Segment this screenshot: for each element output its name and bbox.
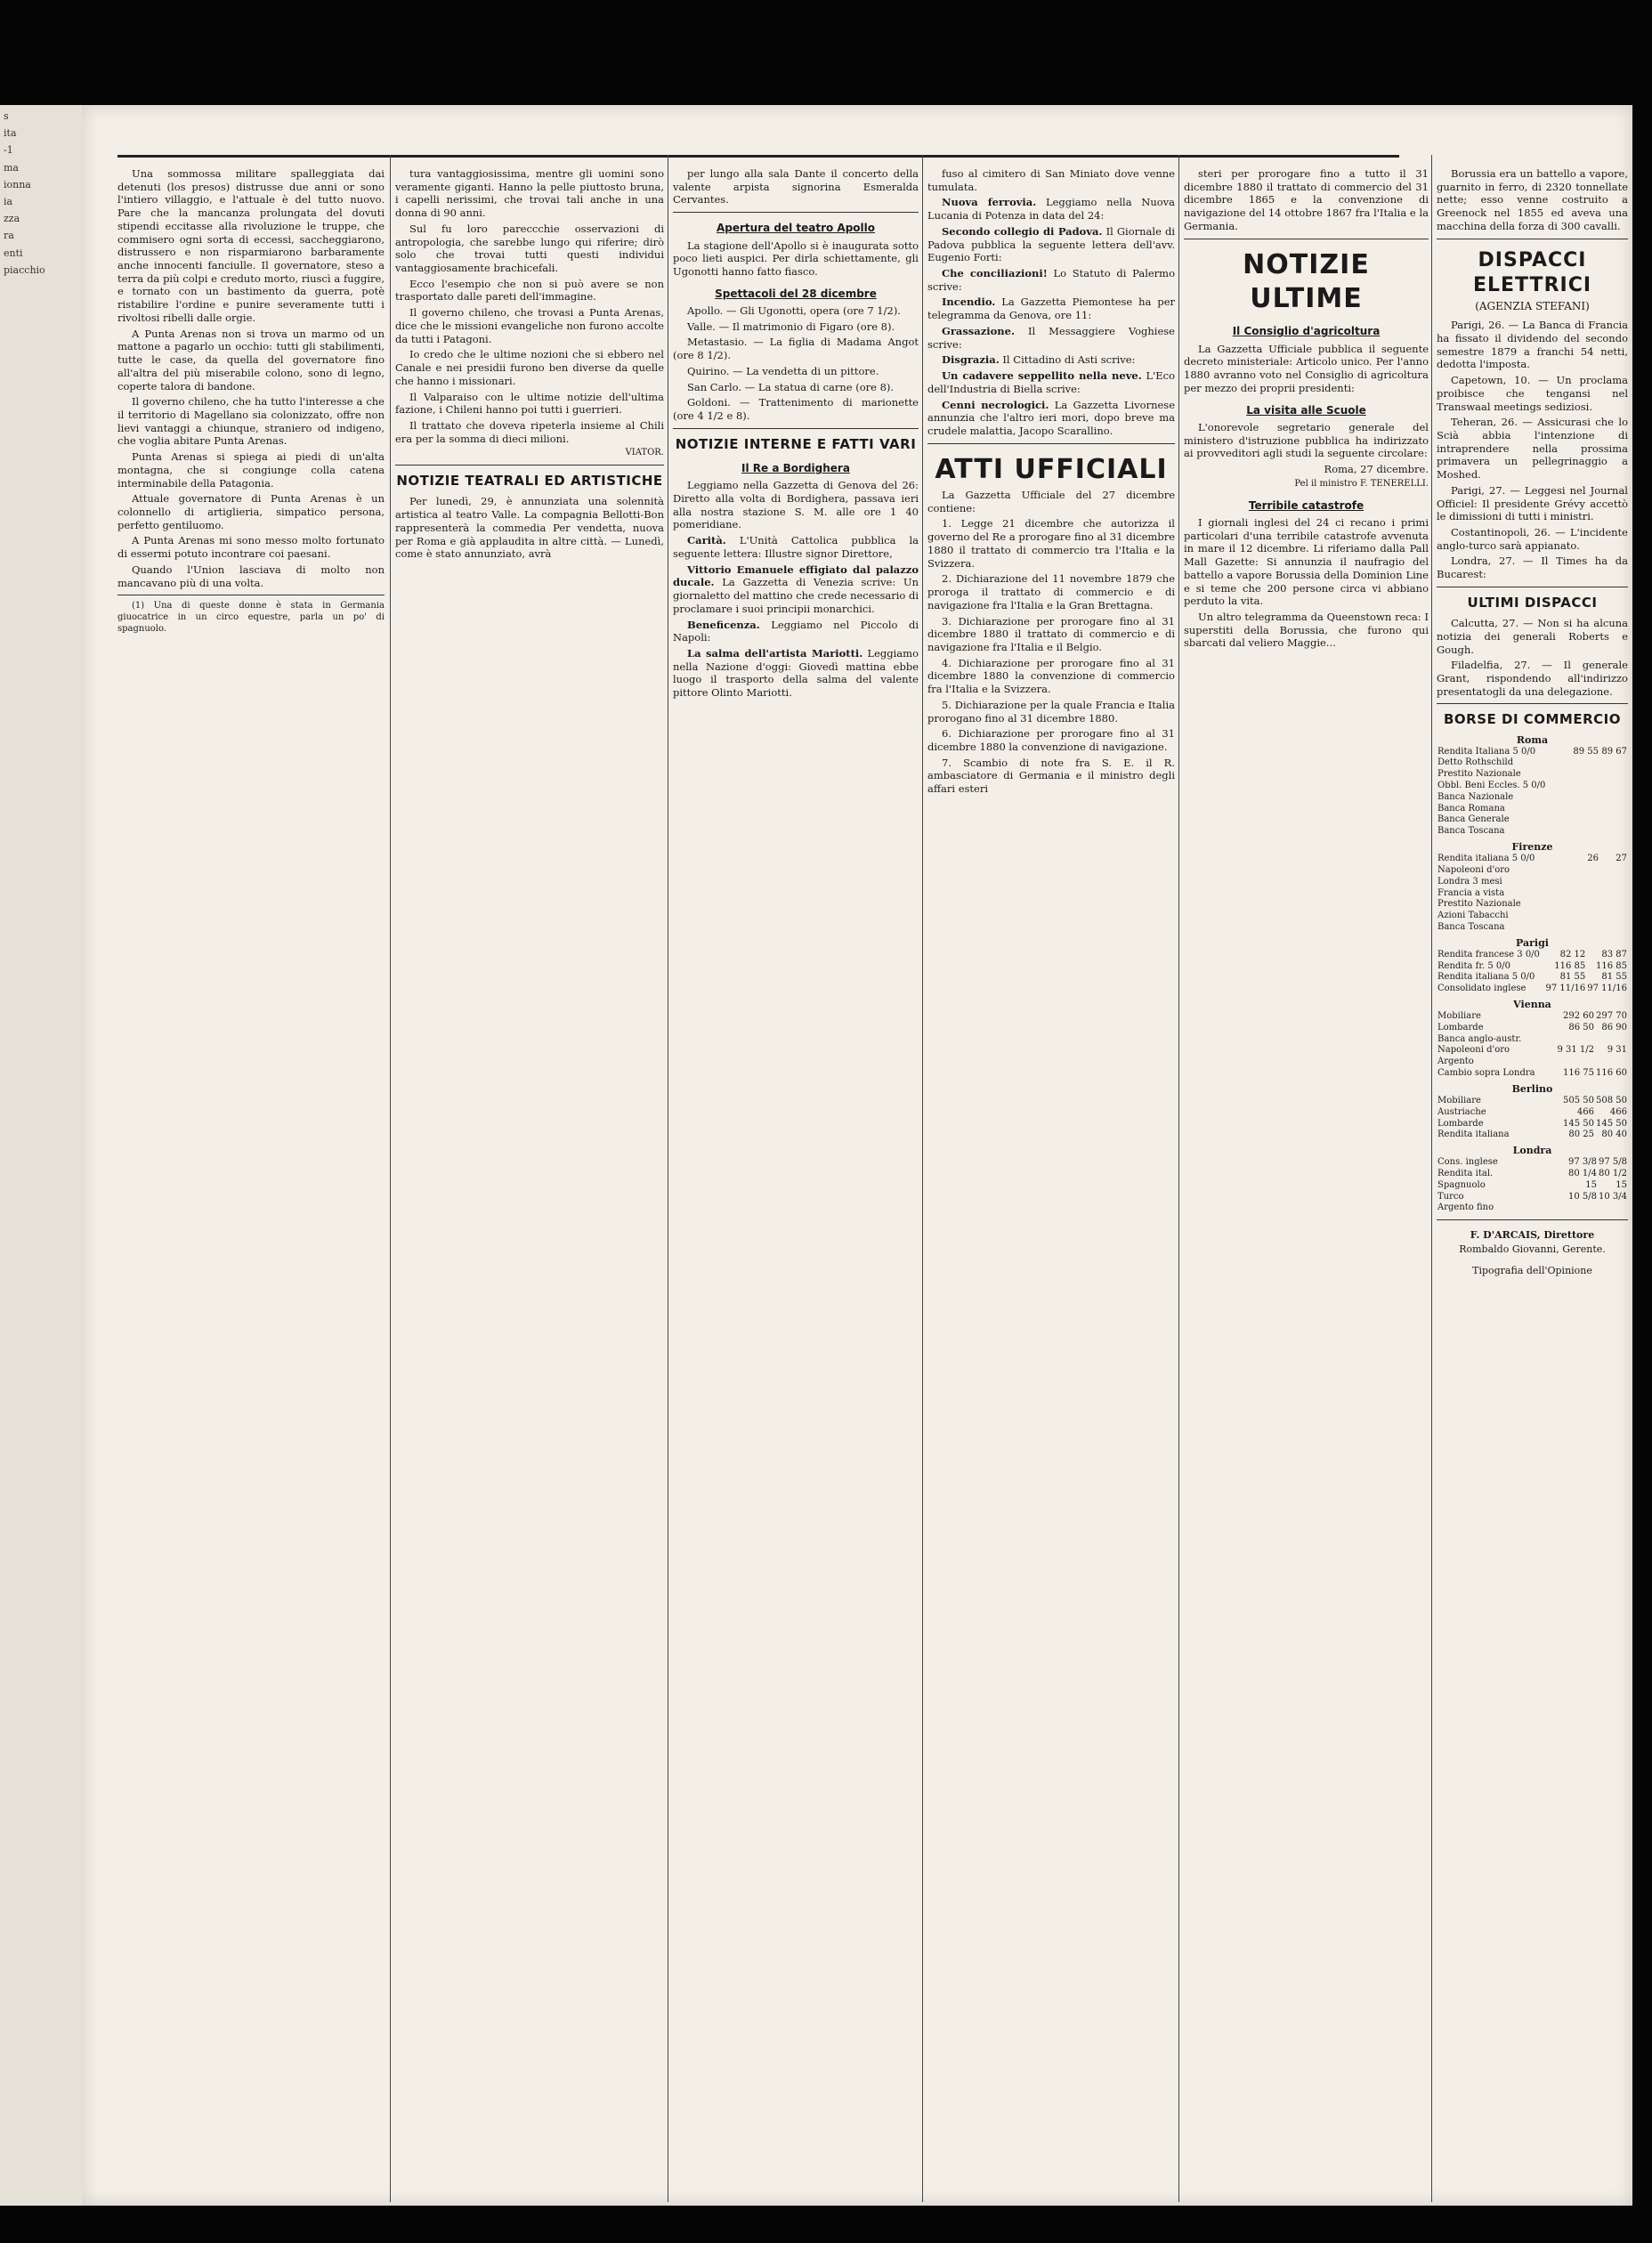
bourse-section-title: Vienna [1513, 998, 1551, 1010]
table-row [1437, 961, 1628, 973]
quote-value: 27 [1616, 854, 1627, 864]
table-row [1437, 747, 1628, 758]
quote-value: 505 50 [1563, 1095, 1594, 1105]
security-name: Obbl. Beni Eccles. 5 0/0 [1437, 781, 1546, 791]
quote-value [1599, 899, 1628, 911]
security-name: Napoleoni d'oro [1437, 864, 1510, 875]
table-row [1437, 1169, 1628, 1180]
security-name: Prestito Nazionale [1437, 899, 1521, 910]
quote-value: 10 5/8 [1568, 1191, 1597, 1202]
security-name: Argento fino [1437, 1202, 1494, 1213]
table-row [1437, 1023, 1628, 1034]
table-row [1437, 950, 1628, 961]
list-item: 7. Scambio di note fra S. E. il R. ambasciatore di Germania e il ministro degli affari esteri [927, 756, 1175, 796]
director-credit: F. D'ARCAIS, Direttore [1470, 1229, 1595, 1242]
article-heading: Carità. [687, 534, 726, 547]
security-name: Banca Toscana [1437, 921, 1505, 932]
security-name: Banca Generale [1437, 814, 1510, 825]
quote-value [1571, 911, 1599, 922]
table-row [1437, 769, 1628, 781]
atti-ufficiali-heading: ATTI UFFICIALI [935, 453, 1168, 485]
security-name: Consolidato inglese [1437, 984, 1526, 994]
quote-value: 81 55 [1601, 972, 1627, 983]
quote-value [1556, 1057, 1595, 1068]
divider [673, 212, 919, 213]
column-4 [927, 167, 1175, 2206]
article-heading: Un cadavere seppellito nella neve. [942, 369, 1142, 383]
quote-value [1595, 1057, 1628, 1068]
gerente-credit: Rombaldo Giovanni, Gerente. [1459, 1243, 1606, 1256]
paragraph: A Punta Arenas mi sono messo molto fortunato di essermi potuto incontrare coi paesani. [117, 534, 385, 561]
security-name: Rendita italiana [1437, 1130, 1510, 1140]
dispatch: Parigi, 27. — Leggesi nel Journal Officiel: Il presidente Grévy accettò le dimissioni di tutti i ministri. [1437, 483, 1628, 523]
security-name: Londra 3 mesi [1437, 876, 1502, 887]
quote-value: 10 3/4 [1599, 1191, 1627, 1202]
security-name: Banca Toscana [1437, 826, 1505, 837]
security-name: Banca Nazionale [1437, 791, 1514, 802]
paragraph: Leggiamo nella Nazione d'oggi: Giovedì mattina ebbe luogo il trasporto della salma del valente pittore Olinto Mariotti. [673, 646, 919, 700]
bourse-section-title: Parigi [1516, 936, 1549, 949]
security-name: Azioni Tabacchi [1437, 911, 1509, 921]
table-row [1437, 1068, 1628, 1080]
security-name: Rendita ital. [1437, 1168, 1494, 1178]
security-name: Rendita italiana 5 0/0 [1437, 972, 1535, 983]
paragraph: Io credo che le ultime nozioni che si ebbero nel Canale e nei presidii furono ben diverse da quelle che hanno i missionari. [395, 348, 664, 387]
security-name: Banca anglo-austr. [1437, 1033, 1522, 1044]
quote-value [1599, 877, 1628, 888]
security-name: Argento [1437, 1057, 1474, 1067]
article-heading: Terribile catastrofe [1248, 498, 1365, 512]
security-name: Mobiliare [1437, 1095, 1481, 1105]
quote-value: 86 50 [1568, 1022, 1594, 1032]
security-name: Austriache [1437, 1106, 1486, 1117]
table-row [1437, 781, 1628, 792]
security-name: Rendita francese 3 0/0 [1437, 949, 1540, 960]
list-item: 5. Dichiarazione per la quale Francia e Italia prorogano fino al 31 dicembre 1880. [927, 698, 1175, 725]
article-heading: Vittorio Emanuele effigiato dal palazzo ducale. [673, 563, 919, 589]
table-row [1437, 984, 1628, 995]
dispatch: Calcutta, 27. — Non si ha alcuna notizia dei generali Roberts e Gough. [1437, 617, 1628, 656]
column-3 [673, 167, 919, 2206]
table-row [1437, 1096, 1628, 1107]
article-heading: Secondo collegio di Padova. [942, 224, 1103, 238]
quote-value: 145 50 [1596, 1118, 1627, 1129]
quote-value [1571, 769, 1599, 781]
quote-value: 81 55 [1559, 972, 1586, 983]
paragraph: Il governo chileno, che ha tutto l'interesse a che il territorio di Magellano sia colonizzato, offre non lievi vantaggi a chiunque, straniero od indigeno, che voglia abitare Punta Arenas. [117, 395, 385, 448]
table-row [1437, 1180, 1628, 1192]
list-item: Apollo. — Gli Ugonotti, opera (ore 7 1/2). [687, 304, 901, 318]
article-heading: La visita alle Scuole [1246, 403, 1366, 417]
quote-value [1571, 865, 1599, 877]
table-row [1437, 1119, 1628, 1130]
security-name: Banca Romana [1437, 803, 1505, 814]
quote-value [1556, 1034, 1595, 1046]
column-divider [1431, 155, 1432, 2202]
table-row [1437, 922, 1628, 934]
quote-value [1567, 1202, 1598, 1214]
table-row [1437, 826, 1628, 838]
paragraph: La Gazzetta Ufficiale pubblica il seguente decreto ministeriale: Articolo unico. Per l'anno 1880 avranno voto nel Consiglio di agricoltura per mezzo dei proprii presidenti: [1184, 342, 1429, 394]
quote-value: 116 75 [1563, 1068, 1594, 1079]
table-row [1437, 792, 1628, 804]
quote-value [1599, 922, 1628, 934]
paragraph: Il Valparaiso con le ultime notizie dell'ultima fazione, i Chileni hanno poi tutti i guerrieri. [395, 390, 664, 417]
quote-value: 80 25 [1568, 1130, 1594, 1140]
notizie-ultime-heading: NOTIZIE ULTIME [1243, 248, 1370, 314]
dispatch: Costantinopoli, 26. — L'incidente anglo-turco sarà appianato. [1437, 526, 1628, 552]
paragraph: La Gazzetta di Venezia scrive: Un giornaletto del mattino che crede necessario di proclamare i suoi principii monarchici. [673, 576, 919, 615]
security-name: Napoleoni d'oro [1437, 1045, 1510, 1056]
quote-value: 116 85 [1596, 960, 1627, 971]
article-heading: Il Re a Bordighera [741, 461, 850, 474]
article-heading: Incendio. [942, 296, 996, 309]
quote-value [1571, 888, 1599, 900]
quote-value [1599, 814, 1628, 826]
quote-value: 82 12 [1559, 949, 1586, 960]
list-item: San Carlo. — La statua di carne (ore 8). [687, 380, 895, 393]
quote-value: 466 [1609, 1106, 1627, 1117]
quote-value [1571, 804, 1599, 815]
printer-credit: Tipografia dell'Opinione [1472, 1265, 1592, 1277]
paragraph: Leggiamo nel Piccolo di Napoli: [673, 618, 919, 644]
paragraph: Un altro telegramma da Queenstown reca: I superstiti della Borussia, che furono qui sbarcati dal veliero Maggie... [1184, 611, 1429, 650]
bourse-table [1437, 950, 1628, 995]
list-item: 2. Dichiarazione del 11 novembre 1879 che proroga il trattato di commercio e di navigazione fra l'Italia e la Gran Brettagna. [927, 572, 1175, 611]
table-row [1437, 1107, 1628, 1119]
list-item: 6. Dichiarazione per prorogare fino al 31 dicembre 1880 la convenzione di navigazione. [927, 727, 1175, 753]
bourse-table [1437, 1011, 1628, 1080]
divider [1437, 703, 1628, 704]
quote-value: 145 50 [1563, 1118, 1594, 1129]
quote-value [1571, 877, 1599, 888]
paragraph: La Gazzetta Ufficiale del 27 dicembre contiene: [927, 489, 1175, 514]
quote-value [1599, 781, 1628, 792]
table-row [1437, 911, 1628, 922]
divider [1437, 1219, 1628, 1220]
table-row [1437, 814, 1628, 826]
security-name: Mobiliare [1437, 1011, 1481, 1022]
bourse-table [1437, 1157, 1628, 1214]
bourse-section-title: Firenze [1511, 841, 1553, 854]
left-page-margin-scrap: s ita -1 ma ionna ia zza ra enti piacchio [0, 105, 82, 2206]
table-row [1437, 865, 1628, 877]
article-heading: Beneficenza. [687, 618, 760, 631]
dateline: Roma, 27 dicembre. [1324, 463, 1429, 476]
dispacci-heading: DISPACCI ELETTRICI [1472, 248, 1592, 296]
paragraph: Attuale governatore di Punta Arenas è un colonnello di artiglieria, simpatico persona, perfetto gentiluomo. [117, 492, 385, 531]
table-row [1437, 888, 1628, 900]
paragraph: Leggiamo nella Nuova Lucania di Potenza in data del 24: [927, 196, 1175, 223]
quote-value [1571, 922, 1599, 934]
quote-value: 15 [1585, 1179, 1597, 1190]
quote-value: 97 11/16 [1545, 984, 1586, 994]
quote-value [1599, 769, 1628, 781]
paragraph: L'onorevole segretario generale del ministero d'istruzione pubblica ha indirizzato ai provveditori agli studi la seguente circolare: [1184, 420, 1429, 460]
quote-value [1571, 781, 1599, 792]
quote-value [1599, 792, 1628, 804]
quote-value: 9 31 [1607, 1045, 1627, 1056]
table-row [1437, 1202, 1628, 1214]
column-1 [117, 167, 385, 2206]
bourse-section-title: Roma [1516, 733, 1549, 746]
quote-value [1571, 792, 1599, 804]
bourse-section-title: Berlino [1511, 1082, 1553, 1095]
table-row [1437, 1045, 1628, 1057]
quote-value: 80 1/2 [1599, 1168, 1627, 1178]
article-heading: Disgrazia. [942, 353, 1000, 367]
article-heading: Apertura del teatro Apollo [716, 222, 876, 235]
signature: VIATOR. [625, 448, 664, 458]
footnote: (1) Una di queste donne è stata in Germania giuocatrice in un circo equestre, parla un po' di spagnuolo. [117, 601, 385, 634]
column-5 [1184, 167, 1429, 2206]
quote-value: 116 85 [1554, 960, 1586, 971]
security-name: Spagnuolo [1437, 1179, 1486, 1190]
table-row [1437, 1057, 1628, 1068]
dispatch: Londra, 27. — Il Times ha da Bucarest: [1437, 555, 1628, 581]
article-heading: Cenni necrologici. [942, 398, 1049, 411]
quote-value: 15 [1616, 1179, 1627, 1190]
paragraph: Borussia era un battello a vapore, guarnito in ferro, di 2320 tonnellate nette; esso venne costruito a Greenock nel 1855 ed aveva una macchina della forza di 300 cavalli. [1437, 167, 1628, 232]
ultimi-dispacci-heading: ULTIMI DISPACCI [1467, 594, 1598, 611]
quote-value [1599, 804, 1628, 815]
table-row [1437, 854, 1628, 865]
bourse-section-title: Londra [1512, 1145, 1552, 1157]
security-name: Rendita Italiana 5 0/0 [1437, 746, 1536, 757]
table-row [1437, 1011, 1628, 1023]
quote-value: 89 55 [1573, 746, 1599, 757]
security-name: Detto Rothschild [1437, 757, 1514, 768]
paragraph: Il Giornale di Padova pubblica la seguente lettera dell'avv. Eugenio Forti: [927, 224, 1175, 264]
quote-value: 89 67 [1601, 746, 1627, 757]
paragraph: Il Cittadino di Asti scrive: [1002, 353, 1136, 367]
column-6 [1437, 167, 1628, 2206]
dispatch: Teheran, 26. — Assicurasi che lo Scià abbia l'intenzione di intraprendere nella prossima primavera un pellegrinaggio a Moshed. [1437, 416, 1628, 482]
borse-heading: BORSE DI COMMERCIO [1443, 711, 1621, 728]
list-item: Metastasio. — La figlia di Madama Angot (ore 8 1/2). [673, 336, 919, 362]
paragraph: tura vantaggiosissima, mentre gli uomini sono veramente giganti. Hanno la pelle piuttosto bruna, i capelli nerissimi, che trovai tali anche in una donna di 90 anni. [395, 167, 664, 220]
paragraph: Il trattato che doveva ripeterla insieme al Chili era per la somma di dieci milioni. [395, 418, 664, 445]
security-name: Francia a vista [1437, 887, 1505, 898]
security-name: Prestito Nazionale [1437, 769, 1521, 780]
table-row [1437, 899, 1628, 911]
quote-value: 292 60 [1563, 1011, 1594, 1022]
quote-value: 297 70 [1596, 1011, 1627, 1022]
bourse-table [1437, 747, 1628, 838]
paragraph: La Gazzetta Piemontese ha per telegramma da Genova, ore 11: [927, 296, 1175, 322]
quote-value [1599, 865, 1628, 877]
column-divider [390, 155, 391, 2202]
divider [673, 428, 919, 429]
paragraph: Quando l'Union lasciava di molto non mancavano più di una volta. [117, 563, 385, 589]
security-name: Lombarde [1437, 1022, 1484, 1032]
table-row [1437, 877, 1628, 888]
quote-value [1571, 757, 1599, 769]
column-2 [395, 167, 664, 2206]
article-heading: Nuova ferrovia. [942, 196, 1037, 209]
quote-value [1571, 899, 1599, 911]
paragraph: Punta Arenas si spiega ai piedi di un'alta montagna, che si congiunge colla catena interminabile della Patagonia. [117, 450, 385, 490]
table-row [1437, 1192, 1628, 1203]
bourse-table [1437, 854, 1628, 934]
quote-value: 9 31 1/2 [1557, 1045, 1594, 1056]
dispatch: Parigi, 26. — La Banca di Francia ha fissato il dividendo del secondo semestre 1879 a franchi 54 netti, dedotta l'imposta. [1437, 319, 1628, 371]
quote-value [1599, 888, 1628, 900]
paragraph: La Gazzetta Livornese annunzia che l'altro ieri mori, dopo breve ma crudele malattia, Jacopo Scarallino. [927, 398, 1175, 437]
paragraph: Una sommossa militare spalleggiata dai detenuti (los presos) distrusse due anni or sono l'intiero villaggio, e l'attuale è del tutto nuovo. Pare che la mancanza prolungata del dovuti stipendi eccitasse alla rivoluzione le truppe, che commisero ogni sorta di eccessi, saccheggiarono, distrussero e non risparmiarono barbaramente anche innocenti fanciulle. Il governatore, steso a terra da più colpi e creduto morto, riuscì a fuggire, e tornato con un bastimento da guerra, potè ristabilire l'ordine e punire severamente tutti i rivoltosi ribelli dalle orgie. [117, 167, 385, 324]
divider [927, 443, 1175, 444]
table-row [1437, 804, 1628, 815]
quote-value [1599, 757, 1628, 769]
paragraph: Il Messaggiere Voghiese scrive: [927, 324, 1175, 351]
paragraph: per lungo alla sala Dante il concerto della valente arpista signorina Esmeralda Cervantes. [673, 167, 919, 206]
newspaper-page [82, 105, 1632, 2206]
table-row [1437, 1034, 1628, 1046]
quote-value: 80 1/4 [1568, 1168, 1597, 1178]
paragraph: Il governo chileno, che trovasi a Punta Arenas, dice che le missioni evangeliche non furono accolte da tutti i Patagoni. [395, 306, 664, 345]
article-heading: Spettacoli del 28 dicembre [715, 287, 877, 300]
signature: Pel il ministro F. TENERELLI. [1294, 478, 1429, 489]
stock-exchange-tables [1437, 734, 1628, 1215]
table-row [1437, 1130, 1628, 1141]
list-item: 3. Dichiarazione per prorogare fino al 31 dicembre 1880 il trattato di commercio e di navigazione fra l'Italia e il Belgio. [927, 614, 1175, 653]
article-heading: La salma dell'artista Mariotti. [687, 646, 863, 660]
bourse-table [1437, 1096, 1628, 1141]
quote-value [1599, 826, 1628, 838]
quote-value: 26 [1587, 854, 1599, 864]
quote-value: 116 60 [1596, 1068, 1627, 1079]
security-name: Rendita italiana 5 0/0 [1437, 854, 1535, 864]
paragraph: steri per prorogare fino a tutto il 31 dicembre 1880 il trattato di commercio del 31 dicembre 1865 e la convenzione di navigazione del 14 ottobre 1867 fra l'Italia e la Germania. [1184, 167, 1429, 232]
agency-label: (AGENZIA STEFANI) [1475, 299, 1590, 312]
paragraph: I giornali inglesi del 24 ci recano i primi particolari d'una terribile catastrofe avvenuta in mare il 12 dicembre. Li riferiamo dalla Pall Mall Gazette: Si annunzia il naufragio del battello a vapore Borussia della Dominion Line e si teme che 200 persone circa vi abbiano perduto la vita. [1184, 516, 1429, 608]
quote-value: 97 11/16 [1587, 984, 1627, 994]
quote-value: 80 40 [1601, 1130, 1627, 1140]
quote-value: 97 5/8 [1599, 1157, 1627, 1168]
quote-value [1599, 911, 1628, 922]
quote-value [1571, 826, 1599, 838]
list-item: Valle. — Il matrimonio di Figaro (ore 8). [687, 320, 895, 333]
section-heading: NOTIZIE INTERNE E FATTI VARI [675, 435, 917, 452]
security-name: Turco [1437, 1191, 1464, 1202]
quote-value: 508 50 [1596, 1095, 1627, 1105]
top-rule [117, 155, 1399, 158]
dispatch: Capetown, 10. — Un proclama proibisce che tengansi nel Transwaal meetings sediziosi. [1437, 374, 1628, 413]
paragraph: Leggiamo nella Gazzetta di Genova del 26: Diretto alla volta di Bordighera, passava ieri alla nostra stazione S. M. alle ore 1 40 pomeridiane. [673, 479, 919, 531]
section-heading: NOTIZIE TEATRALI ED ARTISTICHE [396, 473, 663, 490]
security-name: Cons. inglese [1437, 1157, 1498, 1168]
paragraph: Sul fu loro pareccchie osservazioni di antropologia, che sarebbe lungo qui riferire; dirò solo che trovai tutti questi individui vantaggiosamente brachicefali. [395, 222, 664, 275]
paragraph: Lo Statuto di Palermo scrive: [927, 267, 1175, 293]
table-row [1437, 757, 1628, 769]
article-heading: Grassazione. [942, 324, 1015, 337]
quote-value: 86 90 [1601, 1022, 1627, 1032]
column-divider [1178, 155, 1179, 2202]
quote-value [1595, 1034, 1628, 1046]
article-heading: Il Consiglio d'agricoltura [1232, 325, 1381, 338]
paragraph: L'Eco dell'Industria di Biella scrive: [927, 369, 1175, 395]
security-name: Cambio sopra Londra [1437, 1068, 1535, 1079]
paragraph: A Punta Arenas non si trova un marmo od un mattone a pagarlo un occhio: tutti gli stabilimenti, tutte le case, da quella del governatore fino all'altra del più miserabile colono, sono di legno, coperte talora di bandone. [117, 327, 385, 393]
list-item: Goldoni. — Trattenimento di marionette (ore 4 1/2 e 8). [673, 396, 919, 423]
paragraph: fuso al cimitero di San Miniato dove venne tumulata. [927, 167, 1175, 193]
security-name: Rendita fr. 5 0/0 [1437, 960, 1511, 971]
paragraph: Per lunedì, 29, è annunziata una solennità artistica al teatro Valle. La compagnia Bellotti-Bon rappresenterà la commedia Per vendetta, nuova per Roma e già applaudita in altre città. — Lunedì, come è stato annunziato, avrà [395, 495, 664, 561]
column-divider [922, 155, 923, 2202]
quote-value: 97 3/8 [1568, 1157, 1597, 1168]
table-row [1437, 972, 1628, 984]
paragraph: Ecco l'esempio che non si può avere se non trasportato dalle pareti dell'immagine. [395, 277, 664, 304]
paragraph: La stagione dell'Apollo si è inaugurata sotto poco lieti auspici. Per dirla schiettamente, gli Ugonotti hanno fatto fiasco. [673, 239, 919, 278]
list-item: Quirino. — La vendetta di un pittore. [687, 364, 879, 377]
quote-value [1571, 814, 1599, 826]
article-heading: Che conciliazioni! [942, 267, 1048, 280]
quote-value: 466 [1576, 1106, 1594, 1117]
quote-value: 83 87 [1601, 949, 1627, 960]
list-item: 4. Dichiarazione per prorogare fino al 31 dicembre 1880 la convenzione di commercio fra l'Italia e la Svizzera. [927, 656, 1175, 696]
quote-value [1598, 1202, 1628, 1214]
dispatch: Filadelfia, 27. — Il generale Grant, rispondendo all'indirizzo presentatogli da una delegazione. [1437, 659, 1628, 698]
divider [395, 465, 664, 466]
security-name: Lombarde [1437, 1118, 1484, 1129]
paragraph: L'Unità Cattolica pubblica la seguente lettera: Illustre signor Direttore, [673, 534, 919, 560]
list-item: 1. Legge 21 dicembre che autorizza il governo del Re a prorogare fino al 31 dicembre 1880 il trattato di commercio tra l'Italia e la Svizzera. [927, 517, 1175, 570]
table-row [1437, 1157, 1628, 1169]
